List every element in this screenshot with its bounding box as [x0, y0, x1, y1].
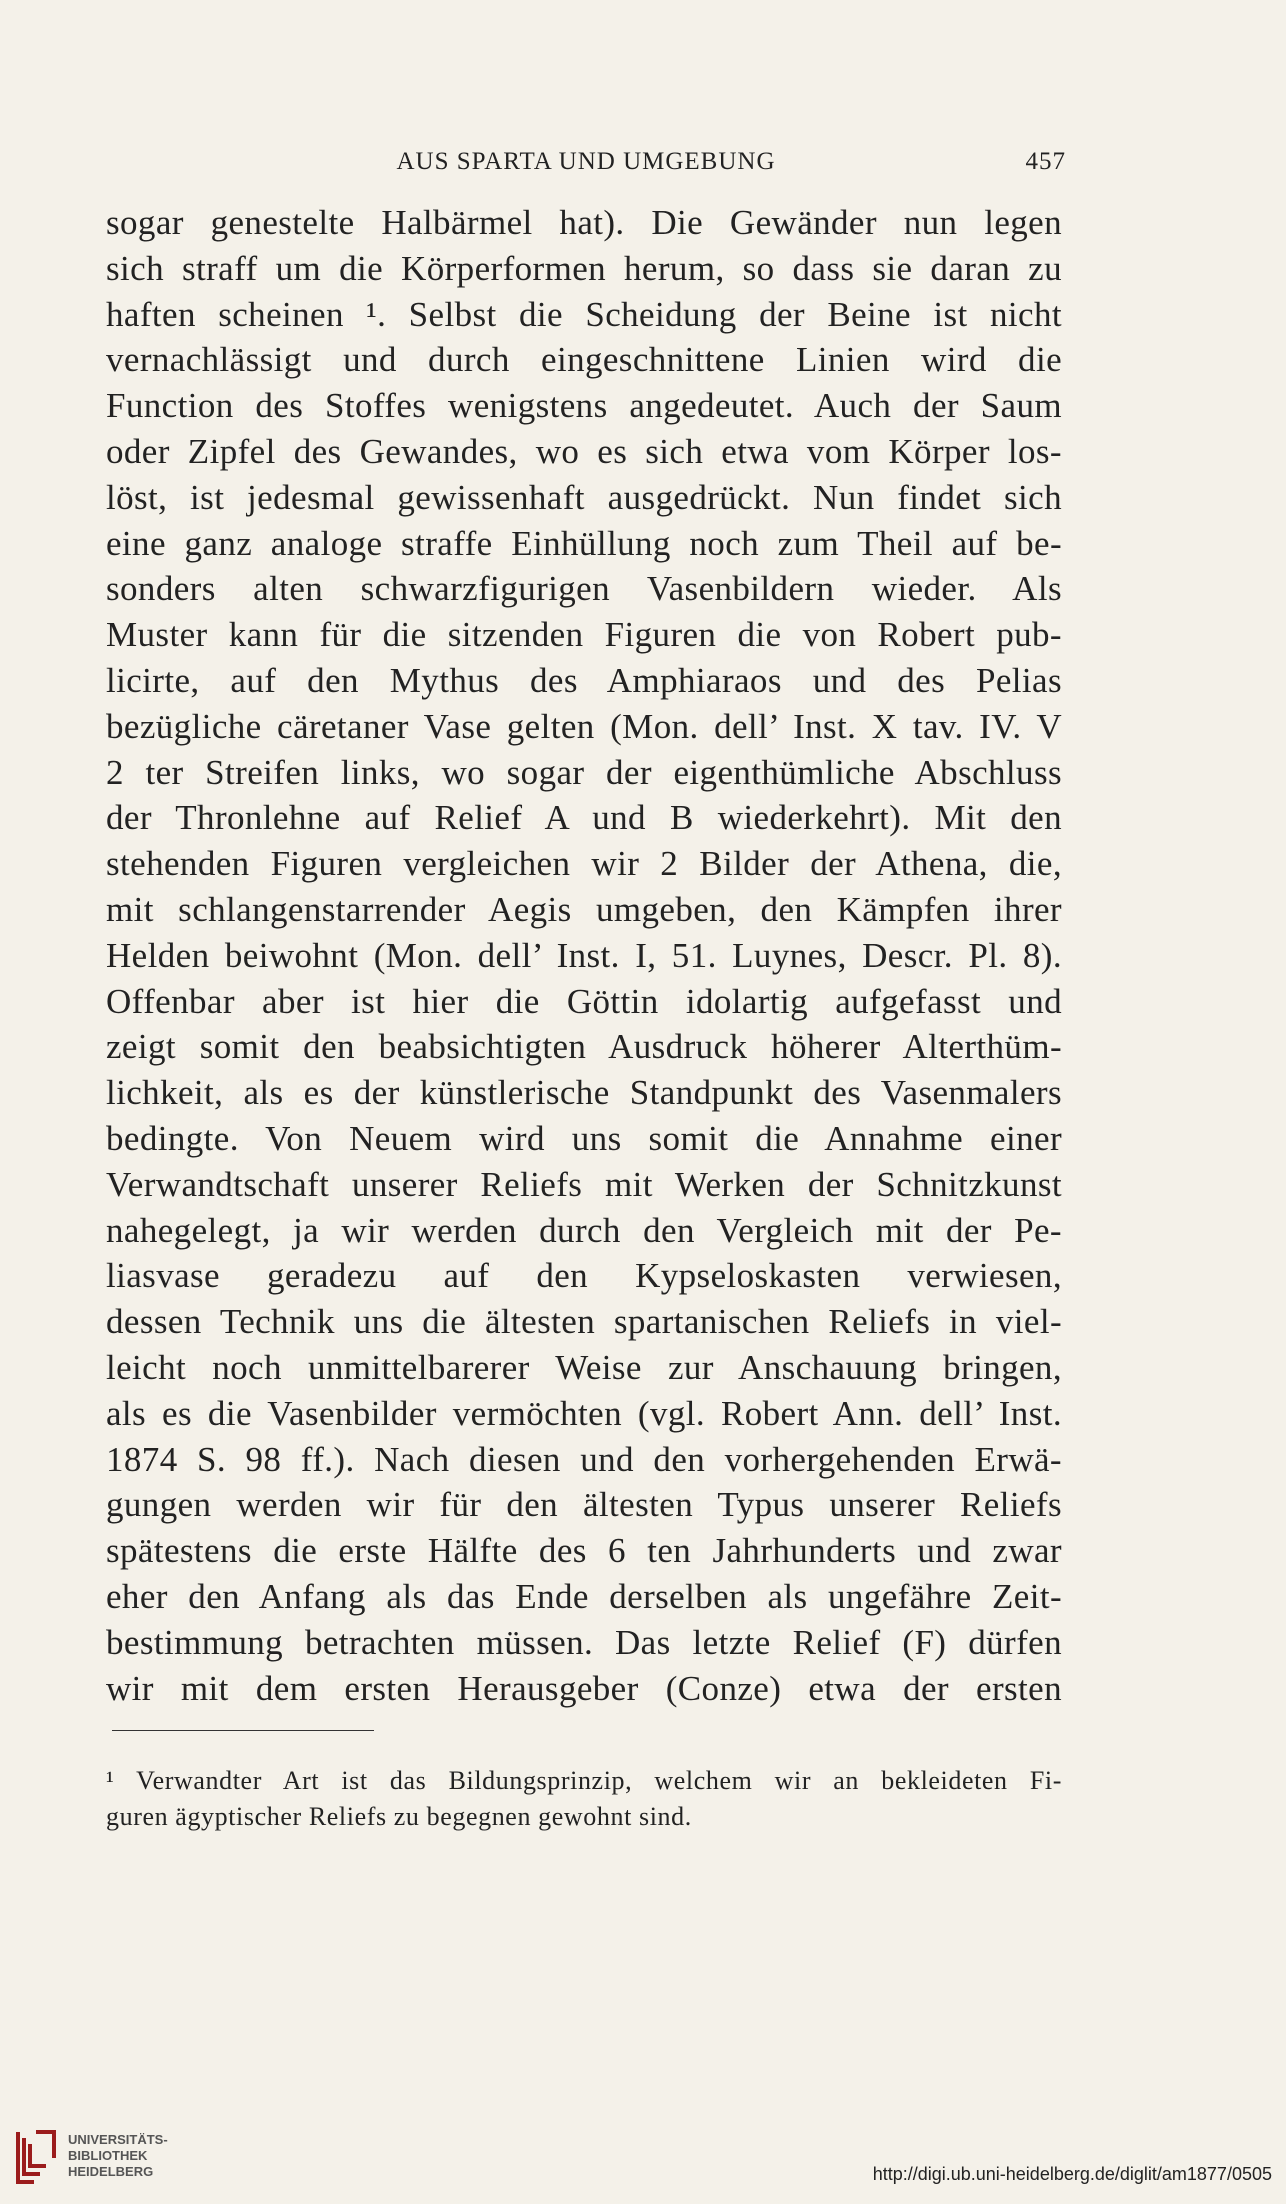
- body-line: licirte, auf den Mythus des Amphiaraos und des Pelias: [106, 660, 1062, 700]
- body-line: oder Zipfel des Gewandes, wo es sich etwa vom Körper los-: [106, 431, 1062, 471]
- body-line: sogar genestelte Halbärmel hat). Die Gewänder nun legen: [106, 203, 1062, 242]
- body-line: Helden beiwohnt (Mon. dell’ Inst. I, 51. Luynes, Descr. Pl. 8).: [106, 935, 1062, 975]
- logo-line: BIBLIOTHEK: [68, 2148, 148, 2163]
- body-line: eher den Anfang als das Ende derselben als ungefähre Zeit-: [106, 1576, 1062, 1616]
- body-line: Offenbar aber ist hier die Göttin idolartig aufgefasst und: [106, 981, 1062, 1021]
- body-line: lichkeit, als es der künstlerische Standpunkt des Vasenmalers: [106, 1073, 1062, 1113]
- body-line: liasvase geradezu auf den Kypseloskasten verwiesen,: [106, 1256, 1062, 1296]
- library-logo-text: [68, 2132, 168, 2180]
- logo-line: UNIVERSITÄTS-: [68, 2132, 168, 2147]
- running-head: [106, 148, 1066, 188]
- library-logo[interactable]: [14, 2128, 214, 2198]
- body-line: spätestens die erste Hälfte des 6 ten Jahrhunderts und zwar: [106, 1531, 1062, 1571]
- body-line: 2 ter Streifen links, wo sogar der eigenthümliche Abschluss: [106, 752, 1062, 792]
- body-line: zeigt somit den beabsichtigten Ausdruck höherer Alterthüm-: [106, 1027, 1062, 1067]
- body-line: sonders alten schwarzfigurigen Vasenbildern wieder. Als: [106, 569, 1062, 609]
- body-line: bedingte. Von Neuem wird uns somit die Annahme einer: [106, 1118, 1062, 1158]
- page-number: 457: [1025, 148, 1066, 175]
- body-line: Function des Stoffes wenigstens angedeutet. Auch der Saum: [106, 386, 1062, 426]
- body-line: mit schlangenstarrender Aegis umgeben, den Kämpfen ihrer: [106, 889, 1062, 929]
- library-logo-icon: [14, 2128, 60, 2186]
- body-line: stehenden Figuren vergleichen wir 2 Bilder der Athena, die,: [106, 844, 1062, 884]
- body-line: der Thronlehne auf Relief A und B wiederkehrt). Mit den: [106, 798, 1062, 838]
- body-line: gungen werden wir für den ältesten Typus unserer Reliefs: [106, 1485, 1062, 1525]
- body-line: 1874 S. 98 ff.). Nach diesen und den vorhergehenden Erwä-: [106, 1439, 1062, 1479]
- body-line: bezügliche cäretaner Vase gelten (Mon. dell’ Inst. X tav. IV. V: [106, 706, 1062, 746]
- body-line: bestimmung betrachten müssen. Das letzte Relief (F) dürfen: [106, 1622, 1062, 1662]
- body-line: wir mit dem ersten Herausgeber (Conze) etwa der ersten: [106, 1668, 1062, 1708]
- body-line: Muster kann für die sitzenden Figuren die von Robert pub-: [106, 615, 1062, 655]
- running-head-title: AUS SPARTA UND UMGEBUNG: [396, 148, 776, 175]
- body-line: vernachlässigt und durch eingeschnittene Linien wird die: [106, 340, 1062, 380]
- body-line: als es die Vasenbilder vermöchten (vgl. Robert Ann. dell’ Inst.: [106, 1393, 1062, 1433]
- body-line: leicht noch unmittelbarerer Weise zur Anschauung bringen,: [106, 1347, 1062, 1387]
- footnote-rule: [112, 1730, 374, 1731]
- logo-line: HEIDELBERG: [68, 2164, 154, 2179]
- footnote-line: guren ägyptischer Reliefs zu begegnen gewohnt sind.: [106, 1802, 692, 1831]
- body-line: Verwandtschaft unserer Reliefs mit Werken der Schnitzkunst: [106, 1164, 1062, 1204]
- body-line: sich straff um die Körperformen herum, so dass sie daran zu: [106, 248, 1062, 288]
- body-text: [106, 200, 1062, 1711]
- body-line: löst, ist jedesmal gewissenhaft ausgedrückt. Nun findet sich: [106, 477, 1062, 517]
- source-url[interactable]: http://digi.ub.uni-heidelberg.de/diglit/am1877/0505: [872, 2164, 1272, 2184]
- body-line: eine ganz analoge straffe Einhüllung noch zum Theil auf be-: [106, 523, 1062, 563]
- body-line: dessen Technik uns die ältesten spartanischen Reliefs in viel-: [106, 1302, 1062, 1342]
- body-line: nahegelegt, ja wir werden durch den Vergleich mit der Pe-: [106, 1210, 1062, 1250]
- footnote: [106, 1763, 1062, 1835]
- footnote-line: ¹ Verwandter Art ist das Bildungsprinzip, welchem wir an bekleideten Fi-: [106, 1766, 1062, 1795]
- body-line: haften scheinen ¹. Selbst die Scheidung der Beine ist nicht: [106, 294, 1062, 334]
